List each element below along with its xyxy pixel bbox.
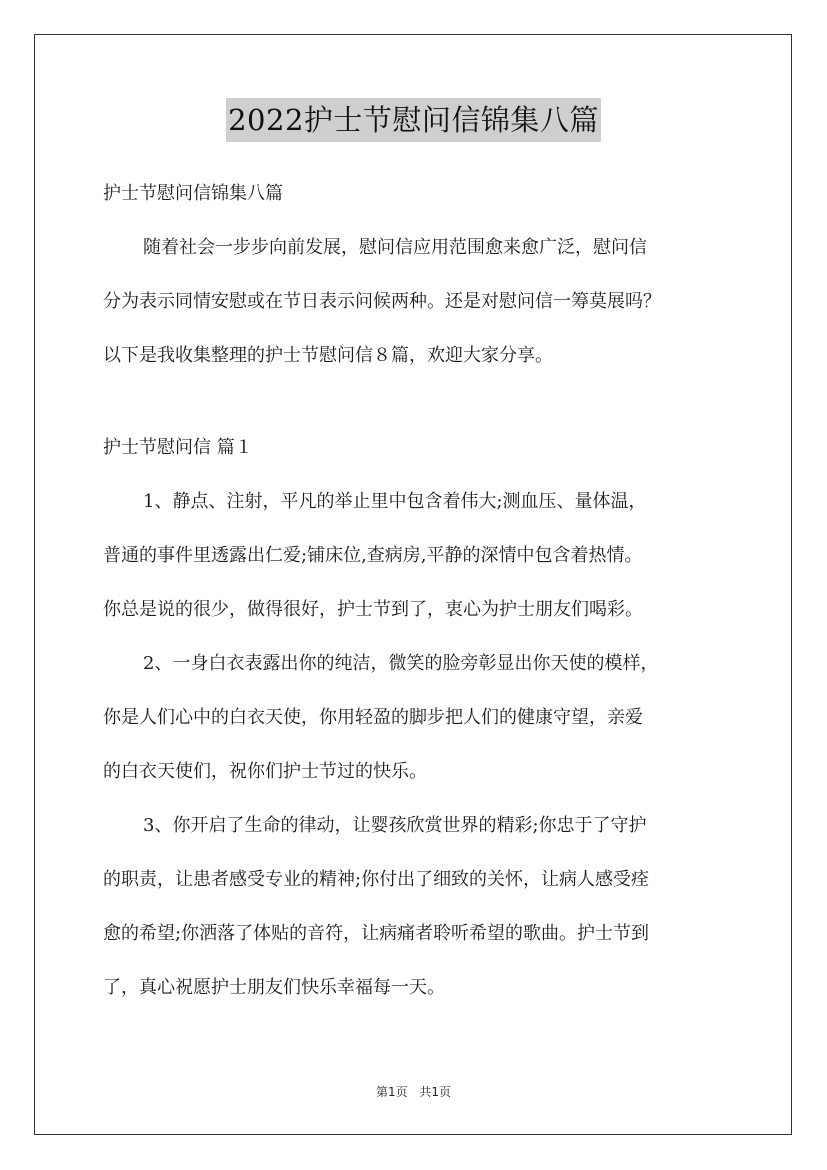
- paragraph-line: 普通的事件里透露出仁爱;铺床位,查病房,平静的深情中包含着热情。: [103, 545, 643, 566]
- paragraph-line: 了，真心祝愿护士朋友们快乐幸福每一天。: [103, 977, 445, 998]
- subtitle-line: 护士节慰问信锦集八篇: [103, 183, 283, 204]
- section-heading: 护士节慰问信 篇１: [103, 437, 253, 458]
- intro-paragraph-line: 分为表示同情安慰或在节日表示问候两种。还是对慰问信一筹莫展吗？: [103, 291, 661, 312]
- paragraph-line: 愈的希望;你洒落了体贴的音符，让病痛者聆听希望的歌曲。护士节到: [103, 923, 650, 944]
- paragraph-line: 你是人们心中的白衣天使，你用轻盈的脚步把人们的健康守望，亲爱: [103, 707, 643, 728]
- paragraph-line: 的职责，让患者感受专业的精神;你付出了细致的关怀，让病人感受痊: [103, 869, 650, 890]
- document-body: [103, 176, 733, 1024]
- page-footer: [0, 1084, 827, 1100]
- paragraph-line: 你总是说的很少，做得很好，护士节到了，衷心为护士朋友们喝彩。: [103, 599, 643, 620]
- page-number: 第1页: [375, 1085, 408, 1099]
- page-total: 共1页: [419, 1085, 452, 1099]
- paragraph-line: 的白衣天使们，祝你们护士节过的快乐。: [103, 761, 427, 782]
- title-area: [0, 98, 827, 142]
- paragraph-line: 2、一身白衣表露出你的纯洁，微笑的脸旁彰显出你天使的模样，: [143, 653, 659, 674]
- document-title: 2022护士节慰问信锦集八篇: [226, 98, 601, 142]
- intro-paragraph-line: 随着社会一步步向前发展，慰问信应用范围愈来愈广泛，慰问信: [143, 237, 647, 258]
- paragraph-line: 1、静点、注射，平凡的举止里中包含着伟大;测血压、量体温，: [143, 491, 647, 512]
- intro-paragraph-line: 以下是我收集整理的护士节慰问信８篇，欢迎大家分享。: [103, 345, 553, 366]
- section-gap: [103, 392, 733, 430]
- paragraph-line: 3、你开启了生命的律动，让婴孩欣赏世界的精彩;你忠于了守护: [143, 815, 647, 836]
